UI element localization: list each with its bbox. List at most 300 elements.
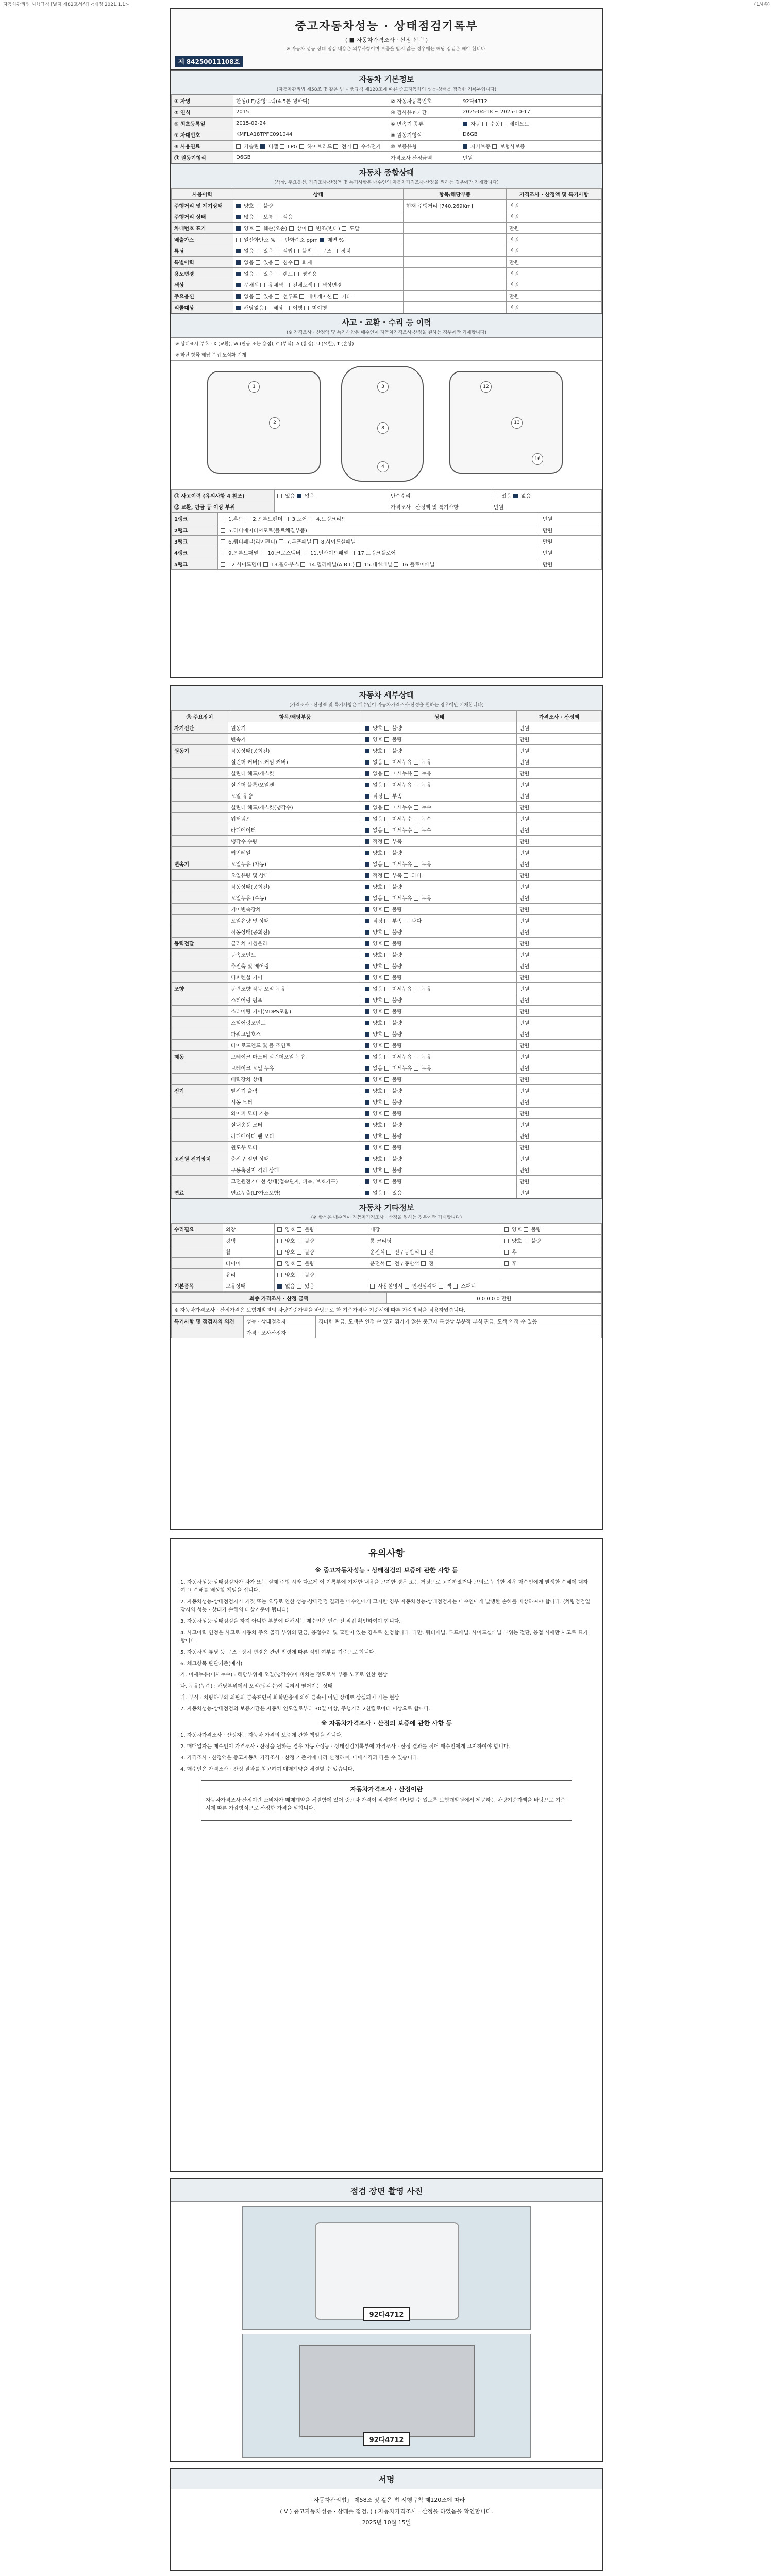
detail-row: [172, 892, 602, 904]
checkbox[interactable]: [504, 1239, 509, 1243]
checkbox[interactable]: [365, 726, 369, 731]
checkbox[interactable]: [299, 144, 304, 149]
checkbox[interactable]: [314, 249, 318, 253]
checkbox[interactable]: [294, 260, 299, 265]
checkbox[interactable]: [236, 294, 241, 299]
checkbox[interactable]: [384, 862, 389, 867]
checkbox[interactable]: [277, 1273, 282, 1277]
checkbox[interactable]: [365, 896, 369, 901]
remarks-row-cell: [172, 1327, 244, 1338]
checkbox[interactable]: [421, 1250, 426, 1255]
checkbox[interactable]: [414, 862, 418, 867]
checkbox[interactable]: [384, 919, 389, 923]
overall-status-row-cell: 차대번호 표기: [172, 223, 233, 234]
page-indicator: (1/4쪽): [754, 2, 770, 7]
rank-row-cell: 3랭크: [172, 536, 218, 547]
checkbox[interactable]: [256, 226, 260, 231]
checkbox[interactable]: [513, 494, 518, 498]
checkbox[interactable]: [384, 1021, 389, 1025]
checkbox[interactable]: [303, 551, 307, 555]
checkbox[interactable]: [384, 794, 389, 799]
checkbox[interactable]: [365, 1111, 369, 1116]
detail-row-cell: 시동 모터: [228, 1096, 362, 1108]
notice-paragraph: 6. 체크항목 판단기준(예시): [180, 1661, 243, 1667]
checkbox[interactable]: [384, 1066, 389, 1071]
checkbox[interactable]: [384, 896, 389, 901]
checkbox[interactable]: [365, 805, 369, 810]
checkbox[interactable]: [236, 238, 241, 242]
detail-row: [172, 870, 602, 881]
checkbox[interactable]: [300, 562, 305, 567]
checkbox[interactable]: [284, 517, 289, 521]
checkbox[interactable]: [384, 1179, 389, 1184]
checkbox[interactable]: [501, 122, 506, 126]
checkbox[interactable]: [236, 306, 241, 310]
checkbox[interactable]: [365, 839, 369, 844]
overall-status-row: [172, 302, 602, 313]
checkbox[interactable]: [236, 226, 241, 231]
checkbox[interactable]: [370, 1284, 375, 1289]
checkbox[interactable]: [277, 1239, 282, 1243]
checkbox[interactable]: [365, 851, 369, 855]
detail-row-cell: 원동기: [172, 745, 228, 756]
checkbox[interactable]: [297, 1284, 301, 1289]
checkbox[interactable]: [221, 551, 225, 555]
checkbox[interactable]: [384, 964, 389, 969]
detail-row-cell: 없음 미세누유 누유: [362, 892, 517, 904]
checkbox[interactable]: [365, 930, 369, 935]
detail-row-cell: 없음 미세누수 누수: [362, 813, 517, 824]
checkbox[interactable]: [384, 783, 389, 787]
checkbox[interactable]: [365, 737, 369, 742]
detail-row-cell: 만원: [517, 892, 602, 904]
checkbox[interactable]: [439, 1284, 443, 1289]
detail-row: [172, 1164, 602, 1176]
checkbox[interactable]: [453, 1284, 458, 1289]
checkbox[interactable]: [365, 1077, 369, 1082]
detail-row: [172, 949, 602, 960]
checkbox[interactable]: [365, 1157, 369, 1161]
checkbox[interactable]: [384, 1043, 389, 1048]
checkbox[interactable]: [384, 1089, 389, 1093]
checkbox[interactable]: [384, 885, 389, 889]
checkbox[interactable]: [384, 1111, 389, 1116]
checkbox[interactable]: [524, 1227, 528, 1232]
checkbox[interactable]: [365, 749, 369, 753]
checkbox[interactable]: [236, 215, 241, 219]
detail-row-cell: 양호 불량: [362, 1017, 517, 1028]
checkbox[interactable]: [421, 1261, 426, 1266]
checkbox[interactable]: [384, 873, 389, 878]
basic-info-row-cell: ② 자동차등록번호: [388, 95, 460, 107]
checkbox[interactable]: [414, 805, 418, 810]
basic-info-note: (자동차관리법 제58조 및 같은 법 시행규칙 제120조에 따른 중고자동차의 성능·상태를 점검한 기록부입니다): [171, 86, 602, 95]
checkbox[interactable]: [365, 783, 369, 787]
checkbox[interactable]: [384, 851, 389, 855]
checkbox[interactable]: [333, 294, 338, 299]
checkbox[interactable]: [297, 1261, 301, 1266]
checkbox[interactable]: [365, 1032, 369, 1037]
notice-subtitle-2: ※ 자동차가격조사 · 산정의 보증에 관한 사항 등: [321, 1720, 452, 1727]
checkbox[interactable]: [384, 1123, 389, 1127]
checkbox[interactable]: [256, 204, 260, 208]
detail-row-cell: 만원: [517, 938, 602, 949]
checkbox[interactable]: [294, 249, 299, 253]
detail-row-cell: [172, 949, 228, 960]
checkbox[interactable]: [384, 998, 389, 1003]
checkbox[interactable]: [256, 260, 260, 265]
basic-info-row-cell: ⑤ 최초등록일: [172, 118, 233, 129]
checkbox[interactable]: [365, 964, 369, 969]
checkbox[interactable]: [265, 306, 270, 310]
checkbox[interactable]: [414, 1055, 418, 1059]
checkbox[interactable]: [333, 144, 338, 149]
detail-row-cell: [172, 802, 228, 813]
detail-row-cell: 자기진단: [172, 722, 228, 734]
detail-row: [172, 1017, 602, 1028]
checkbox[interactable]: [504, 1227, 509, 1232]
checkbox[interactable]: [365, 862, 369, 867]
detail-row-cell: 적정 부족 과다: [362, 915, 517, 926]
checkbox[interactable]: [384, 1077, 389, 1082]
checkbox[interactable]: [463, 144, 467, 149]
notice-paragraph: 가. 미세누유(미세누수) : 해당부위에 오일(냉각수)이 비치는 정도로서 부품 노후로 인한 현상: [180, 1672, 388, 1678]
checkbox[interactable]: [414, 1066, 418, 1071]
accident-summary-row-cell: ⑮ 교환, 판금 등 이상 부위: [172, 501, 275, 513]
checkbox[interactable]: [384, 726, 389, 731]
checkbox[interactable]: [365, 1089, 369, 1093]
checkbox[interactable]: [294, 272, 299, 276]
other-info-title: 자동차 기타정보: [171, 1199, 602, 1214]
detail-row-cell: 만원: [517, 960, 602, 972]
checkbox[interactable]: [260, 551, 264, 555]
notice-paragraph: 5. 자동차의 튜닝 등 구조 · 장치 변경은 관련 법령에 따른 적법 여부를 기준으로 합니다.: [180, 1650, 376, 1655]
checkbox[interactable]: [365, 1123, 369, 1127]
checkbox[interactable]: [314, 283, 319, 287]
checkbox[interactable]: [384, 1100, 389, 1105]
rank-row-cell: 만원: [540, 536, 602, 547]
detail-row: [172, 938, 602, 949]
checkbox[interactable]: [492, 144, 497, 149]
checkbox[interactable]: [277, 494, 282, 498]
checkbox[interactable]: [353, 144, 358, 149]
checkbox[interactable]: [221, 528, 225, 533]
checkbox[interactable]: [384, 737, 389, 742]
diagram-marker: 12: [480, 381, 492, 393]
checkbox[interactable]: [275, 260, 279, 265]
detail-row-cell: 만원: [517, 790, 602, 802]
notice-paragraph: 2. 자동차성능·상태점검자가 거짓 또는 오류로 인한 성능·상태점검 결과를 매수인에게 고지한 경우 자동차성능·상태점검자는 매수인에게 발생한 손해를 배상하여야 합니다. (차량점검일 당시의 성능 · 상태가 손해의 배상기준이 됩니다): [180, 1599, 591, 1613]
checkbox[interactable]: [365, 1009, 369, 1014]
checkbox[interactable]: [221, 517, 225, 521]
checkbox[interactable]: [277, 1284, 282, 1289]
detail-row-cell: 등속조인트: [228, 949, 362, 960]
checkbox[interactable]: [256, 294, 260, 299]
detail-row-cell: 오일유량 및 상태: [228, 915, 362, 926]
detail-table: [171, 710, 602, 1198]
notice-subtitle-1: ※ 중고자동차성능 · 상태점검의 보증에 관한 사항 등: [315, 1567, 458, 1574]
detail-row-cell: [172, 870, 228, 881]
checkbox[interactable]: [313, 539, 318, 544]
overall-status-row-cell: 만원: [507, 245, 602, 257]
detail-note: (가격조사 · 산정액 및 특기사항은 매수인이 자동차가격조사·산정을 원하는 경우에만 기재합니다): [171, 701, 602, 710]
checkbox[interactable]: [263, 562, 268, 567]
basic-info-row-cell: ④ 검사유효기간: [388, 107, 460, 118]
checkbox[interactable]: [365, 998, 369, 1003]
checkbox[interactable]: [384, 760, 389, 765]
checkbox[interactable]: [504, 1250, 509, 1255]
detail-row-cell: [172, 813, 228, 824]
overall-status-row: [172, 257, 602, 268]
checkbox[interactable]: [221, 539, 225, 544]
page-1: [170, 8, 603, 678]
checkbox[interactable]: [414, 896, 418, 901]
column-header: 상태: [362, 711, 517, 722]
checkbox[interactable]: [260, 283, 265, 287]
checkbox[interactable]: [384, 817, 389, 821]
other-info-row-cell: 후: [501, 1246, 602, 1258]
detail-row-cell: 라디에이터 팬 모터: [228, 1130, 362, 1142]
checkbox[interactable]: [524, 1239, 528, 1243]
checkbox[interactable]: [275, 272, 279, 276]
detail-section: [171, 686, 602, 1198]
basic-info-row-cell: 92다4712: [460, 95, 602, 107]
notice-paragraph: 2. 매매업자는 매수인이 가격조사 · 산정을 원하는 경우 자동차성능 · 상태점검기록부에 가격조사 · 산정 결과를 적어 매수인에게 고지하여야 합니다.: [180, 1744, 510, 1750]
checkbox[interactable]: [285, 283, 290, 287]
checkbox[interactable]: [386, 1261, 391, 1266]
checkbox[interactable]: [277, 1261, 282, 1266]
checkbox[interactable]: [365, 1145, 369, 1150]
other-info-row-cell: 양호 불량: [275, 1235, 367, 1246]
checkbox[interactable]: [285, 306, 290, 310]
checkbox[interactable]: [365, 885, 369, 889]
checkbox[interactable]: [482, 122, 487, 126]
checkbox[interactable]: [299, 294, 304, 299]
remarks-row-cell: 성능 · 상태점검자: [244, 1316, 316, 1327]
checkbox[interactable]: [256, 249, 260, 253]
checkbox[interactable]: [365, 907, 369, 912]
checkbox[interactable]: [297, 1239, 301, 1243]
accident-legend-2: ※ 하단 항목 해당 부위 도식화 기재: [171, 349, 602, 361]
checkbox[interactable]: [394, 562, 398, 567]
checkbox[interactable]: [275, 294, 279, 299]
checkbox[interactable]: [365, 828, 369, 833]
checkbox[interactable]: [236, 272, 241, 276]
checkbox[interactable]: [384, 1168, 389, 1173]
checkbox[interactable]: [384, 941, 389, 946]
checkbox[interactable]: [275, 249, 279, 253]
checkbox[interactable]: [320, 238, 324, 242]
checkbox[interactable]: [494, 494, 498, 498]
notice-paragraph: 4. 사고이력 인정은 사고로 자동차 주요 골격 부위의 판금, 용접수리 및 교환이 있는 경우로 한정합니다. 다만, 쿼터패널, 루프패널, 사이드실패널 부위는 절단, 용접 시에만 사고로 표기합니다.: [180, 1630, 588, 1644]
checkbox[interactable]: [414, 760, 418, 765]
checkbox[interactable]: [297, 1250, 301, 1255]
checkbox[interactable]: [277, 1250, 282, 1255]
basic-info-row-cell: ⑦ 차대번호: [172, 129, 233, 141]
checkbox[interactable]: [386, 1250, 391, 1255]
checkbox[interactable]: [365, 1043, 369, 1048]
detail-row-cell: 만원: [517, 949, 602, 960]
checkbox[interactable]: [256, 215, 260, 219]
overall-status-row: [172, 211, 602, 223]
other-info-table: [171, 1223, 602, 1292]
checkbox[interactable]: [365, 975, 369, 980]
checkbox[interactable]: [297, 1227, 301, 1232]
checkbox[interactable]: [356, 562, 361, 567]
overall-status-row: [172, 268, 602, 279]
detail-row-cell: 충전구 절연 상태: [228, 1153, 362, 1164]
checkbox[interactable]: [365, 987, 369, 991]
checkbox[interactable]: [365, 1100, 369, 1105]
checkbox[interactable]: [404, 873, 408, 878]
checkbox[interactable]: [365, 1179, 369, 1184]
detail-row-cell: 만원: [517, 858, 602, 870]
detail-row-cell: 양호 불량: [362, 1176, 517, 1187]
checkbox[interactable]: [260, 144, 265, 149]
checkbox[interactable]: [365, 1066, 369, 1071]
checkbox[interactable]: [277, 1227, 282, 1232]
detail-row: [172, 915, 602, 926]
detail-row-cell: 연료누출(LP가스포함): [228, 1187, 362, 1198]
remarks-row-cell: 경미한 판금, 도색은 인정 수 있고 휘가기 않은 중고자 특성상 부분적 부식 판금, 도색 인정 수 있음: [316, 1316, 602, 1327]
signature-line-1: 「자동차관리법」 제58조 및 같은 법 시행규칙 제120조에 따라: [308, 2497, 465, 2503]
checkbox[interactable]: [245, 517, 249, 521]
checkbox[interactable]: [405, 1284, 409, 1289]
checkbox[interactable]: [384, 1032, 389, 1037]
checkbox[interactable]: [236, 260, 241, 265]
accident-summary-row-cell: 만원: [491, 501, 602, 513]
checkbox[interactable]: [384, 839, 389, 844]
checkbox[interactable]: [365, 1191, 369, 1195]
signature-block: [171, 2489, 602, 2529]
checkbox[interactable]: [365, 873, 369, 878]
checkbox[interactable]: [309, 517, 313, 521]
checkbox[interactable]: [384, 805, 389, 810]
detail-row-cell: 양호 불량: [362, 994, 517, 1006]
checkbox[interactable]: [365, 794, 369, 799]
other-info-row-cell: 양호 불량: [501, 1235, 602, 1246]
checkbox[interactable]: [384, 828, 389, 833]
basic-info-row-cell: ⑧ 원동기형식: [388, 129, 460, 141]
checkbox[interactable]: [384, 907, 389, 912]
detail-row-cell: [172, 915, 228, 926]
checkbox[interactable]: [384, 771, 389, 776]
checkbox[interactable]: [384, 1145, 389, 1150]
checkbox[interactable]: [384, 749, 389, 753]
detail-row-cell: 만원: [517, 926, 602, 938]
checkbox[interactable]: [308, 226, 313, 231]
checkbox[interactable]: [384, 953, 389, 957]
checkbox[interactable]: [414, 987, 418, 991]
checkbox[interactable]: [384, 1191, 389, 1195]
checkbox[interactable]: [221, 562, 225, 567]
checkbox[interactable]: [504, 1261, 509, 1266]
checkbox[interactable]: [384, 1134, 389, 1139]
overall-status-row-cell: [404, 302, 507, 313]
checkbox[interactable]: [297, 494, 301, 498]
overall-status-row-cell: 용도변경: [172, 268, 233, 279]
rank-row-cell: 만원: [540, 524, 602, 536]
detail-row-cell: 만원: [517, 1153, 602, 1164]
detail-row-cell: 고전원 전기장치: [172, 1153, 228, 1164]
detail-row-cell: [172, 1176, 228, 1187]
checkbox[interactable]: [384, 930, 389, 935]
checkbox[interactable]: [414, 828, 418, 833]
accident-note: (※ 가격조사 · 산정액 및 특기사항은 매수인이 자동차가격조사·산정을 원하는 경우에만 기재합니다): [171, 329, 602, 338]
checkbox[interactable]: [365, 1021, 369, 1025]
detail-row-cell: 만원: [517, 847, 602, 858]
overall-status-row-cell: 양호 훼손(오손) 상이 변조(변타) 도말: [233, 223, 404, 234]
checkbox[interactable]: [384, 1157, 389, 1161]
detail-row-cell: [172, 926, 228, 938]
checkbox[interactable]: [342, 226, 346, 231]
checkbox[interactable]: [365, 760, 369, 765]
rear-plate: 92다4712: [363, 2432, 410, 2446]
checkbox[interactable]: [280, 144, 284, 149]
checkbox[interactable]: [384, 987, 389, 991]
checkbox[interactable]: [236, 204, 241, 208]
checkbox[interactable]: [365, 1134, 369, 1139]
other-info-row-cell: [501, 1280, 602, 1292]
checkbox[interactable]: [277, 238, 281, 242]
checkbox[interactable]: [279, 539, 283, 544]
checkbox[interactable]: [365, 771, 369, 776]
page-4: [170, 2178, 603, 2462]
checkbox[interactable]: [365, 919, 369, 923]
detail-row-cell: 스티어링조인트: [228, 1017, 362, 1028]
checkbox[interactable]: [414, 771, 418, 776]
detail-row-cell: 만원: [517, 813, 602, 824]
checkbox[interactable]: [384, 1055, 389, 1059]
other-info-row: [172, 1269, 602, 1280]
checkbox[interactable]: [414, 783, 418, 787]
checkbox[interactable]: [365, 1168, 369, 1173]
checkbox[interactable]: [350, 551, 355, 555]
checkbox[interactable]: [463, 122, 467, 126]
checkbox[interactable]: [365, 1055, 369, 1059]
checkbox[interactable]: [365, 941, 369, 946]
overall-status-row-cell: 색상: [172, 279, 233, 291]
checkbox[interactable]: [236, 249, 241, 253]
detail-row-cell: 만원: [517, 972, 602, 983]
other-info-row-cell: [172, 1246, 223, 1258]
checkbox[interactable]: [236, 283, 241, 287]
overall-status-row: [172, 279, 602, 291]
checkbox[interactable]: [304, 306, 309, 310]
checkbox[interactable]: [256, 272, 260, 276]
checkbox[interactable]: [384, 975, 389, 980]
checkbox[interactable]: [236, 144, 241, 149]
checkbox[interactable]: [289, 226, 294, 231]
checkbox[interactable]: [414, 817, 418, 821]
other-info-row-cell: 운전석 전 / 동반석 전: [367, 1258, 501, 1269]
checkbox[interactable]: [365, 817, 369, 821]
detail-row-cell: 만원: [517, 1051, 602, 1062]
detail-row-cell: 배력장치 상태: [228, 1074, 362, 1085]
other-info-row-cell: 유리: [223, 1269, 275, 1280]
overall-status-row-cell: [404, 234, 507, 245]
overall-status-row-cell: 많음 보통 적음: [233, 211, 404, 223]
front-plate: 92다4712: [363, 2307, 410, 2321]
checkbox[interactable]: [365, 953, 369, 957]
checkbox[interactable]: [297, 1273, 301, 1277]
checkbox[interactable]: [333, 249, 338, 253]
checkbox[interactable]: [384, 1009, 389, 1014]
checkbox[interactable]: [275, 215, 279, 219]
detail-row: [172, 1040, 602, 1051]
basic-info-row-cell: 자가보증 보험사보증: [460, 141, 602, 152]
checkbox[interactable]: [404, 919, 408, 923]
